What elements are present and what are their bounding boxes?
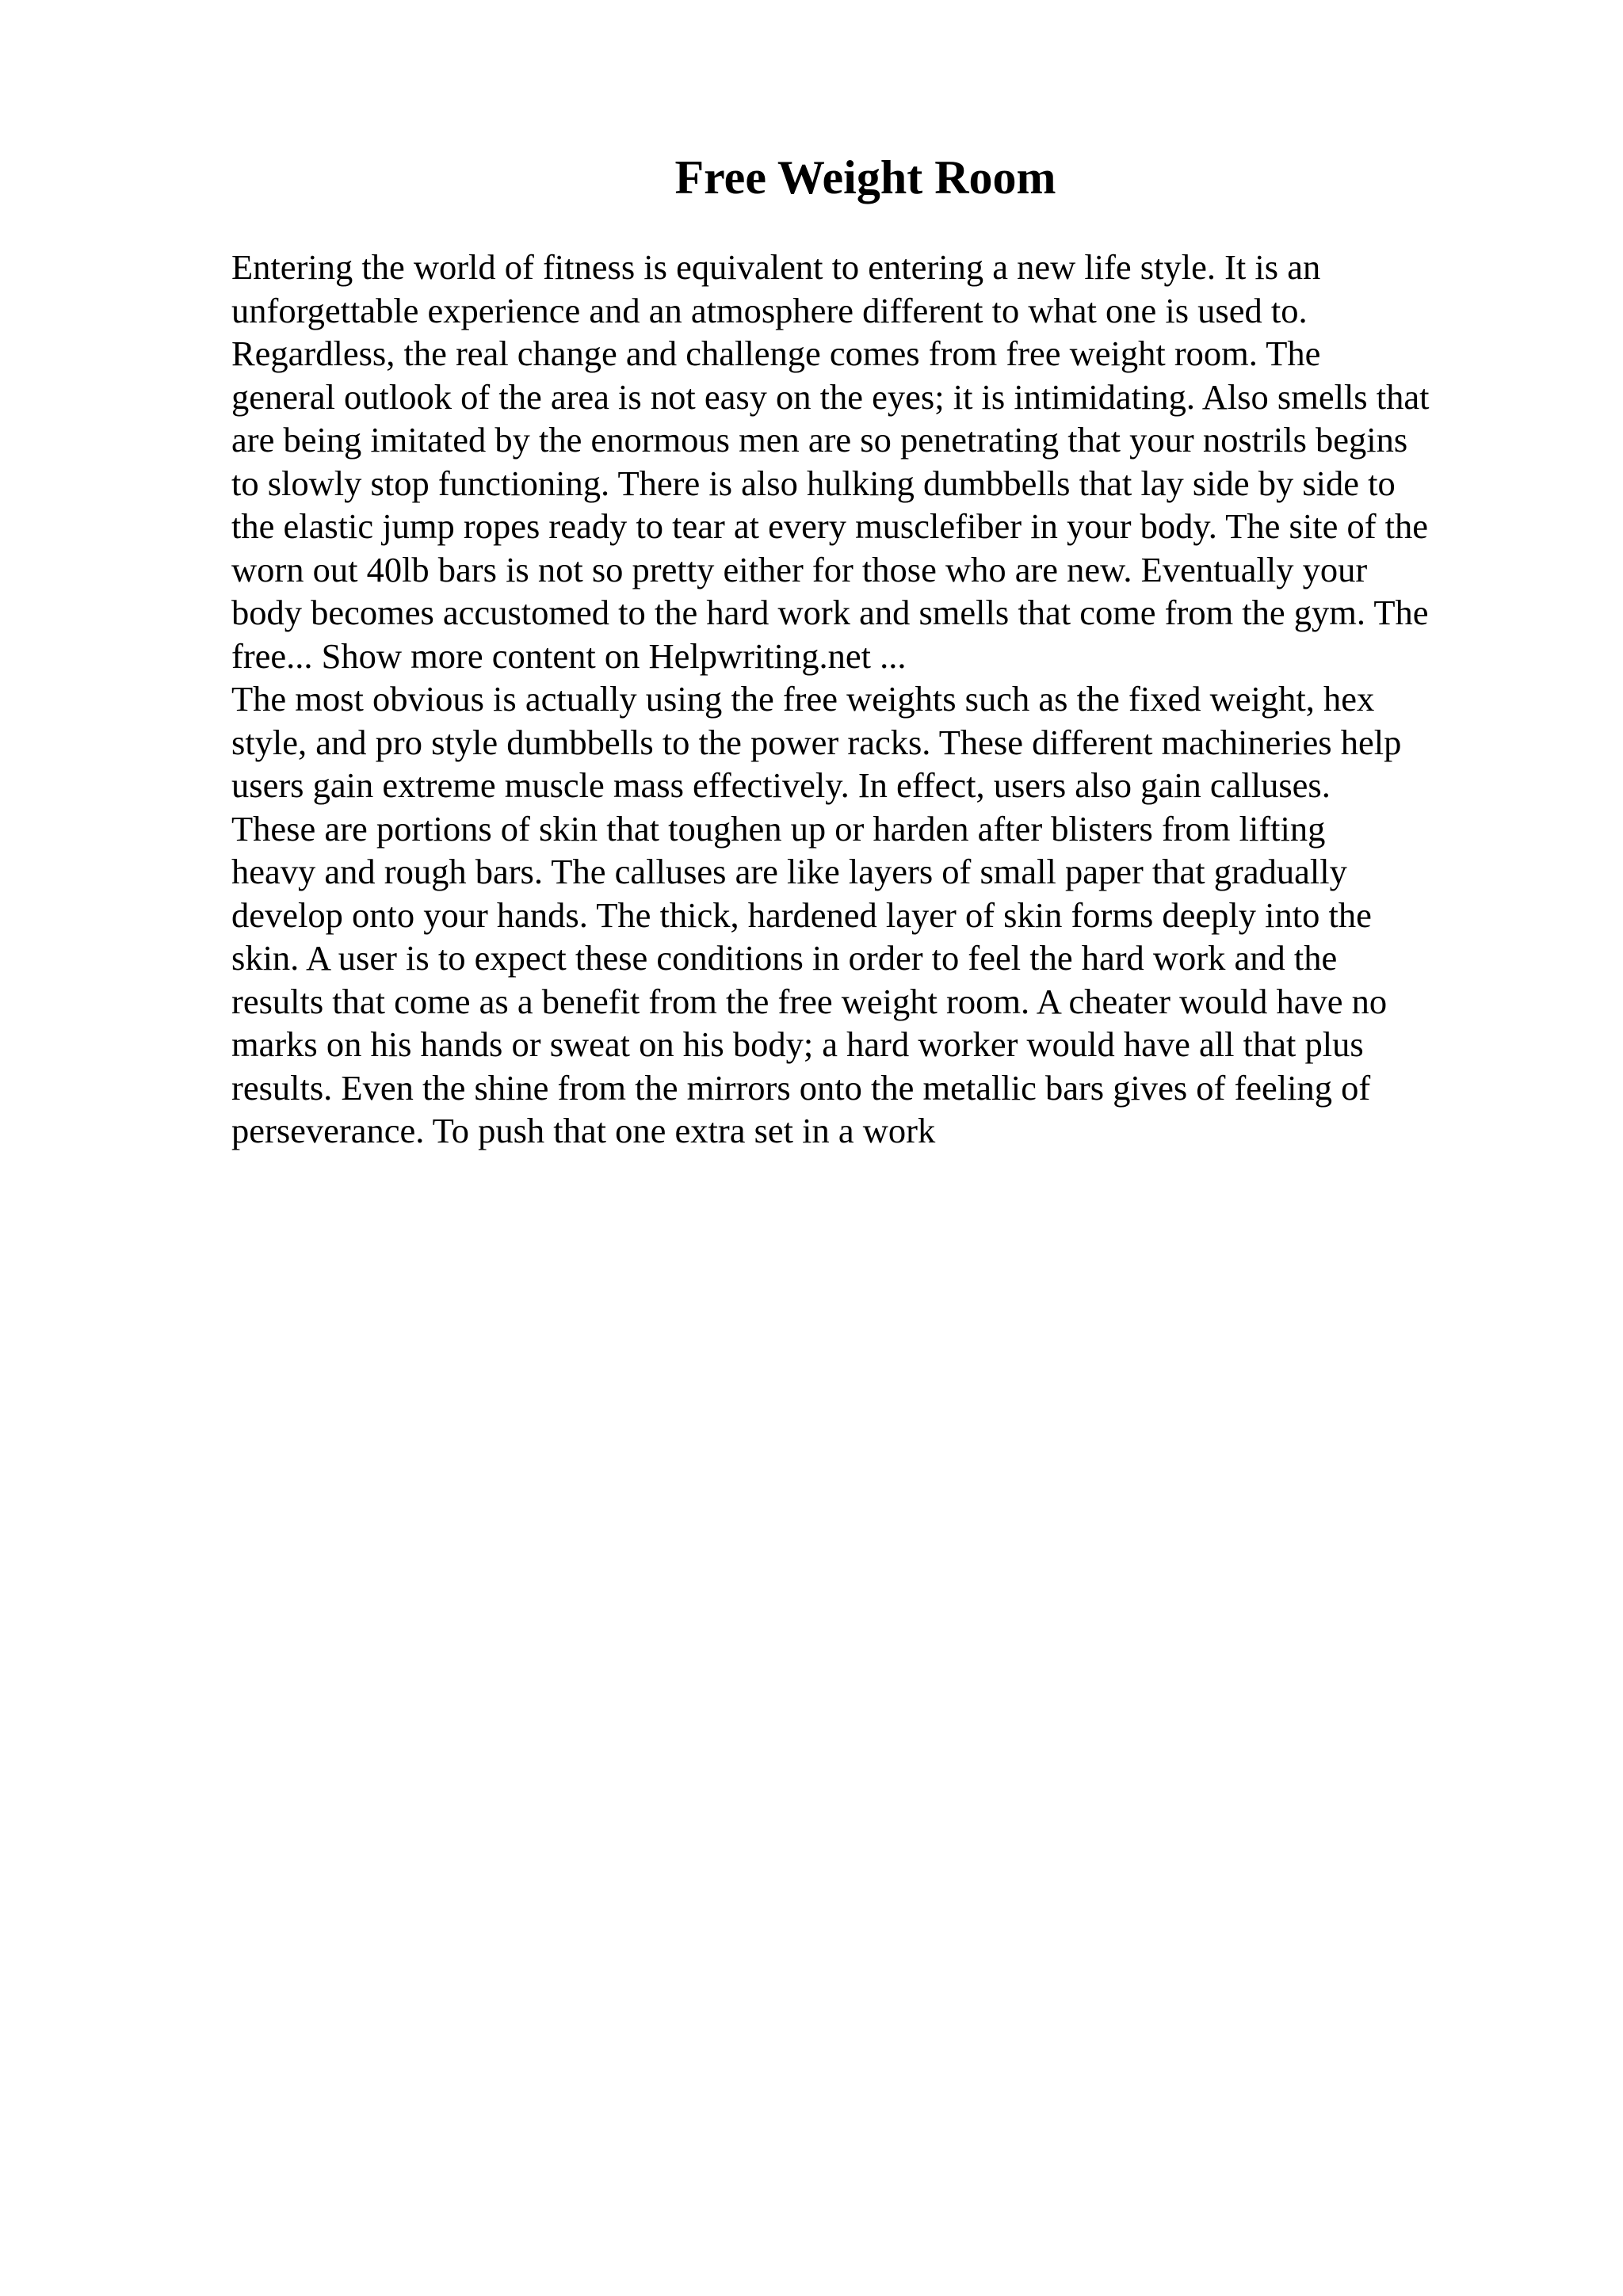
body-line: develop onto your hands. The thick, hardened layer of skin forms deeply into the	[231, 894, 1372, 935]
body-line: general outlook of the area is not easy on the eyes; it is intimidating. Also smells that	[231, 376, 1430, 417]
body-line: the elastic jump ropes ready to tear at every musclefiber in your body. The site of the	[231, 506, 1429, 546]
body-line: results. Even the shine from the mirrors onto the metallic bars gives of feeling of	[231, 1067, 1371, 1108]
body-line: worn out 40lb bars is not so pretty either for those who are new. Eventually your	[231, 549, 1368, 589]
body-line: users gain extreme muscle mass effectively. In effect, users also gain calluses.	[231, 765, 1331, 805]
document-title: Free Weight Room	[674, 151, 1056, 204]
body-line: Entering the world of fitness is equivalent to entering a new life style. It is an	[231, 247, 1321, 287]
body-line: skin. A user is to expect these conditions in order to feel the hard work and the	[231, 938, 1338, 978]
body-line: body becomes accustomed to the hard work and smells that come from the gym. The	[231, 593, 1429, 632]
body-line: style, and pro style dumbbells to the power racks. These different machineries help	[231, 722, 1402, 762]
body-line: The most obvious is actually using the free weights such as the fixed weight, hex	[231, 679, 1375, 719]
body-line: unforgettable experience and an atmosphere different to what one is used to.	[231, 290, 1308, 330]
body-line: perseverance. To push that one extra set in a work	[231, 1111, 936, 1150]
body-line: heavy and rough bars. The calluses are like layers of small paper that gradually	[231, 852, 1347, 891]
body-line: free... Show more content on Helpwriting.net ...	[231, 635, 907, 676]
body-line: results that come as a benefit from the free weight room. A cheater would have no	[231, 981, 1388, 1021]
body-line: These are portions of skin that toughen up or harden after blisters from lifting	[231, 808, 1326, 849]
document-body	[231, 246, 1515, 1153]
body-line: marks on his hands or sweat on his body; a hard worker would have all that plus	[231, 1024, 1364, 1064]
body-line: to slowly stop functioning. There is also hulking dumbbells that lay side by side to	[231, 463, 1396, 503]
body-line: are being imitated by the enormous men are so penetrating that your nostrils begins	[231, 420, 1408, 460]
body-line: Regardless, the real change and challenge comes from free weight room. The	[231, 334, 1321, 373]
